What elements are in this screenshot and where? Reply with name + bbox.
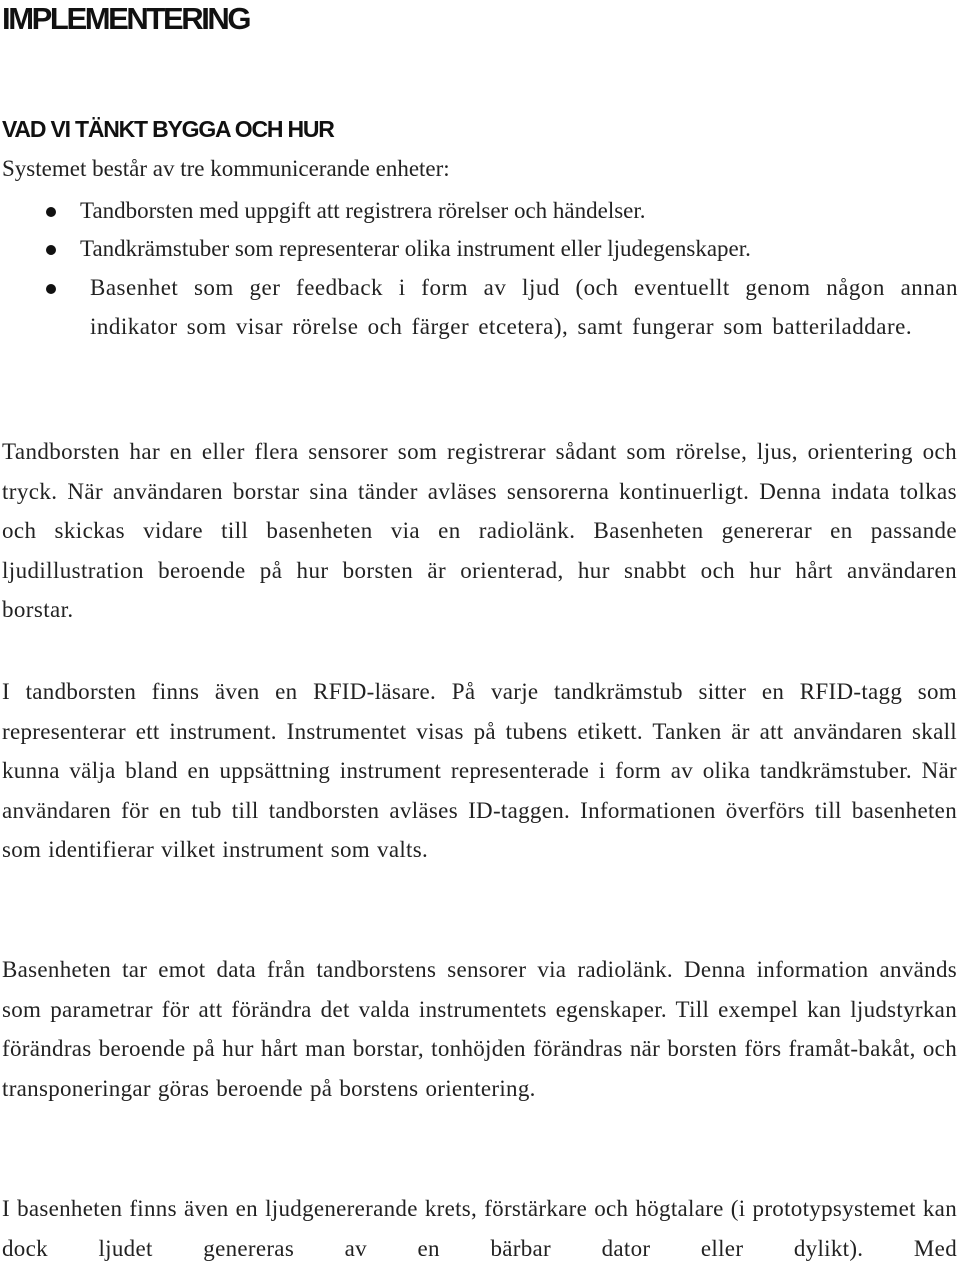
bullet-list bbox=[0, 192, 960, 339]
paragraph-base-unit: Basenheten tar emot data från tandborstens sensorer via radiolänk. Denna information används som parametrar för att förändra det valda instrumentets egenskaper. Till exempel kan ljudstyrkan förändras beroende på hur hårt man borstar, tonhöjden förändras när borsten förs framåt-bakåt, och transponeringar göras beroende på borstens orientering. bbox=[2, 957, 957, 1101]
bullet-dot-icon bbox=[46, 245, 56, 255]
list-item bbox=[0, 230, 960, 268]
paragraph-rfid: I tandborsten finns även en RFID-läsare. På varje tandkrämstub sitter en RFID-tagg som representerar ett instrument. Instrumentet visas på tubens etikett. Tanken är att användaren skall kunna välja bland en uppsättning instrument representerade i form av olika tandkrämstuber. När användaren för en tub till tandborsten avläses ID-taggen. Informationen överförs till basenheten som identifierar vilket instrument som valts. bbox=[2, 679, 957, 862]
bullet-dot-icon bbox=[46, 207, 56, 217]
intro-text: Systemet består av tre kommunicerande enheter: bbox=[2, 156, 450, 181]
list-item-text: Basenhet som ger feedback i form av ljud (och eventuellt genom någon annan indikator som visar rörelse och färger etcetera), samt fungerar som batteriladdare. bbox=[90, 275, 958, 339]
bullet-dot-icon bbox=[46, 284, 56, 294]
page-title: IMPLEMENTERING bbox=[2, 1, 250, 36]
list-item bbox=[0, 268, 960, 346]
list-item-text: Tandkrämstuber som representerar olika instrument eller ljudegenskaper. bbox=[80, 236, 751, 261]
paragraph-sound-circuit: I basenheten finns även en ljudgenererande krets, förstärkare och högtalare (i prototypsystemet kan dock ljudet genereras av en bärbar dator eller dylikt). Med bbox=[2, 1196, 957, 1261]
list-item-text: Tandborsten med uppgift att registrera rörelser och händelser. bbox=[80, 198, 646, 223]
section-heading: VAD VI TÄNKT BYGGA OCH HUR bbox=[2, 116, 334, 142]
paragraph-sensors: Tandborsten har en eller flera sensorer som registrerar sådant som rörelse, ljus, orientering och tryck. När användaren borstar sina tänder avläses sensorerna kontinuerligt. Denna indata tolkas och skickas vidare till basenheten via en radiolänk. Basenheten genererar en passande ljudillustration beroende på hur borsten är orienterad, hur snabbt och hur hårt användaren borstar. bbox=[2, 439, 957, 622]
list-item bbox=[0, 192, 960, 230]
